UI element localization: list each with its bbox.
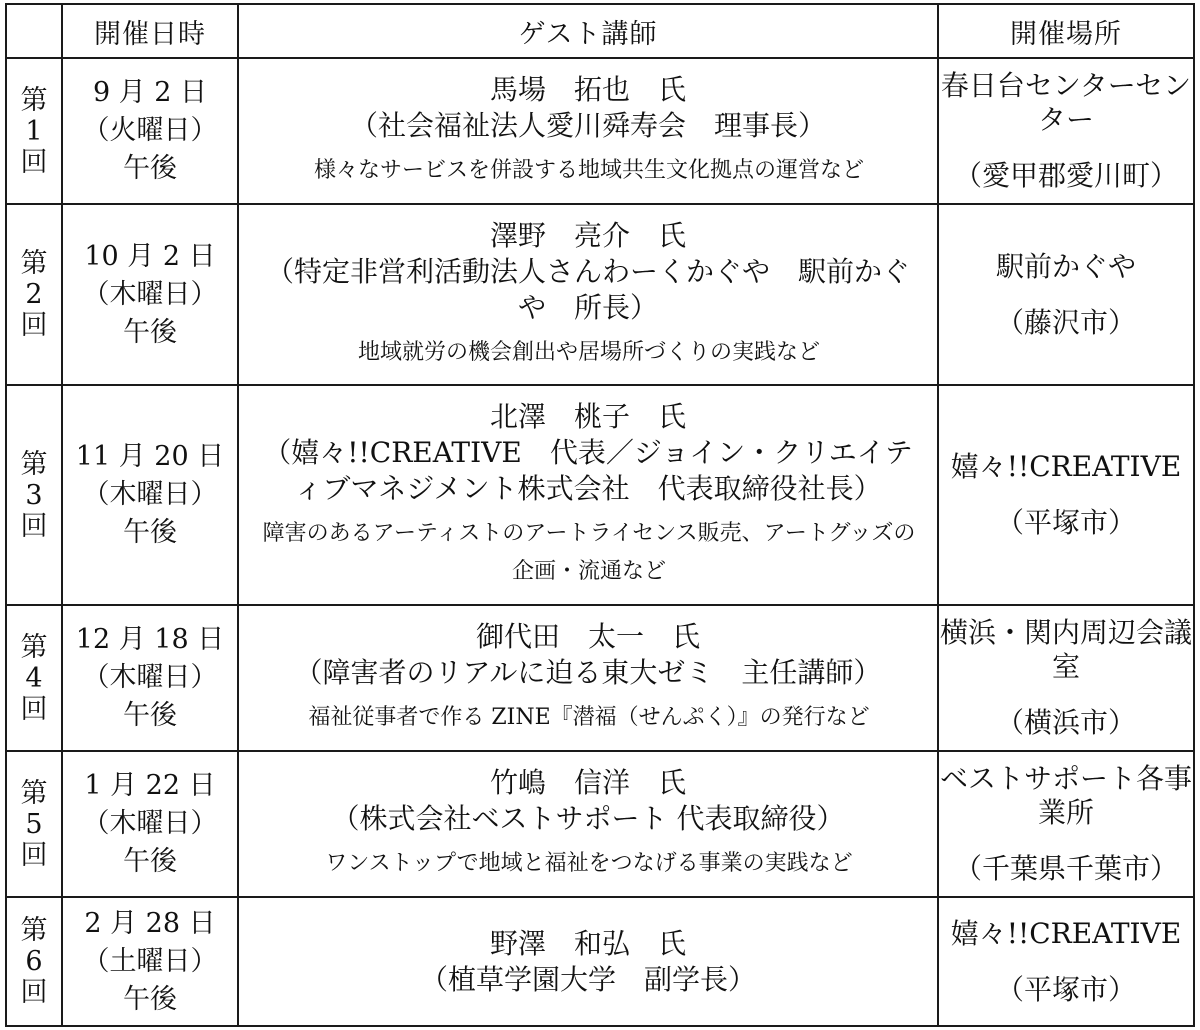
session-time: 午後	[123, 517, 177, 548]
session-row	[6, 385, 1194, 605]
schedule-table	[5, 3, 1195, 1027]
venue-cell	[938, 385, 1194, 605]
venue-city: （平塚市）	[995, 972, 1136, 1006]
guest-cell	[238, 897, 938, 1026]
session-date: 12 月 18 日	[75, 624, 225, 655]
session-datetime	[62, 605, 238, 751]
guest-cell	[238, 751, 938, 897]
guest-organization: （株式会社ベストサポート 代表取締役）	[331, 802, 845, 835]
session-date: 1 月 22 日	[84, 770, 216, 801]
session-datetime	[62, 204, 238, 385]
session-weekday: （木曜日）	[82, 479, 218, 510]
session-time: 午後	[123, 153, 177, 184]
session-datetime	[62, 385, 238, 605]
session-date: 9 月 2 日	[92, 77, 208, 108]
session-weekday: （木曜日）	[82, 278, 218, 310]
session-datetime	[62, 58, 238, 204]
venue-name: 嬉々!!CREATIVE	[950, 450, 1182, 483]
venue-city: （千葉県千葉市）	[953, 852, 1178, 885]
venue-cell	[938, 58, 1194, 204]
session-number: 第 2 回	[6, 204, 62, 385]
venue-cell	[938, 605, 1194, 751]
venue-cell	[938, 751, 1194, 897]
header-place: 開催場所	[938, 4, 1194, 58]
guest-description: 福祉従事者で作る ZINE『潜福（せんぷく）』の発行など	[308, 705, 870, 730]
session-weekday: （木曜日）	[82, 808, 218, 839]
guest-description: ワンストップで地域と福祉をつなげる事業の実践など	[325, 851, 853, 876]
guest-organization: （障害者のリアルに迫る東大ゼミ 主任講師）	[294, 656, 882, 689]
guest-description: 様々なサービスを併設する地域共生文化拠点の運営など	[313, 158, 864, 183]
session-number: 第 4 回	[6, 605, 62, 751]
guest-organization: （特定非営利活動法人さんわーくかぐや 駅前かぐや 所長）	[265, 254, 910, 324]
guest-name: 北澤 桃子 氏	[489, 400, 686, 433]
guest-cell	[238, 605, 938, 751]
venue-name: ベストサポート各事業所	[939, 762, 1192, 829]
venue-cell	[938, 204, 1194, 385]
session-number: 第 5 回	[6, 751, 62, 897]
session-number: 第 1 回	[6, 58, 62, 204]
guest-name: 竹嶋 信洋 氏	[489, 766, 686, 799]
session-datetime	[62, 751, 238, 897]
session-weekday: （火曜日）	[82, 115, 218, 146]
venue-name: 嬉々!!CREATIVE	[950, 916, 1182, 950]
session-date: 10 月 2 日	[84, 240, 216, 272]
session-time: 午後	[123, 983, 177, 1015]
guest-name: 御代田 太一 氏	[475, 620, 700, 653]
guest-organization: （社会福祉法人愛川舜寿会 理事長）	[349, 109, 826, 142]
session-row	[6, 204, 1194, 385]
session-row	[6, 897, 1194, 1026]
guest-name: 馬場 拓也 氏	[489, 73, 686, 106]
session-time: 午後	[123, 700, 177, 731]
guest-cell	[238, 204, 938, 385]
venue-name: 春日台センターセンター	[940, 69, 1192, 136]
venue-city: （藤沢市）	[995, 305, 1136, 339]
guest-description: 地域就労の機会創出や居場所づくりの実践など	[357, 339, 820, 365]
guest-cell	[238, 385, 938, 605]
venue-city: （平塚市）	[995, 506, 1136, 539]
venue-city: （横浜市）	[995, 706, 1136, 739]
header-row	[6, 4, 1194, 58]
session-number: 第 3 回	[6, 385, 62, 605]
session-row	[6, 58, 1194, 204]
session-row	[6, 605, 1194, 751]
session-row	[6, 751, 1194, 897]
guest-name: 澤野 亮介 氏	[489, 218, 686, 252]
venue-name: 駅前かぐや	[995, 249, 1136, 283]
header-blank	[6, 4, 62, 58]
guest-description: 障害のあるアーティストのアートライセンス販売、アートグッズの企画・流通など	[262, 521, 916, 584]
header-date: 開催日時	[62, 4, 238, 58]
guest-organization: （植草学園大学 副学長）	[419, 962, 756, 996]
venue-cell	[938, 897, 1194, 1026]
guest-name: 野澤 和弘 氏	[489, 926, 686, 960]
venue-name: 横浜・関内周辺会議室	[939, 616, 1192, 683]
session-date: 2 月 28 日	[84, 907, 216, 939]
session-number: 第 6 回	[6, 897, 62, 1026]
header-guest: ゲスト講師	[238, 4, 938, 58]
session-date: 11 月 20 日	[75, 441, 225, 472]
guest-cell	[238, 58, 938, 204]
session-weekday: （木曜日）	[82, 662, 218, 693]
session-weekday: （土曜日）	[82, 945, 218, 977]
session-time: 午後	[123, 316, 177, 348]
session-datetime	[62, 897, 238, 1026]
guest-organization: （嬉々!!CREATIVE 代表／ジョイン・クリエイティブマネジメント株式会社 代表取締役社長）	[263, 436, 913, 505]
session-time: 午後	[123, 846, 177, 877]
venue-city: （愛甲郡愛川町）	[953, 159, 1178, 192]
